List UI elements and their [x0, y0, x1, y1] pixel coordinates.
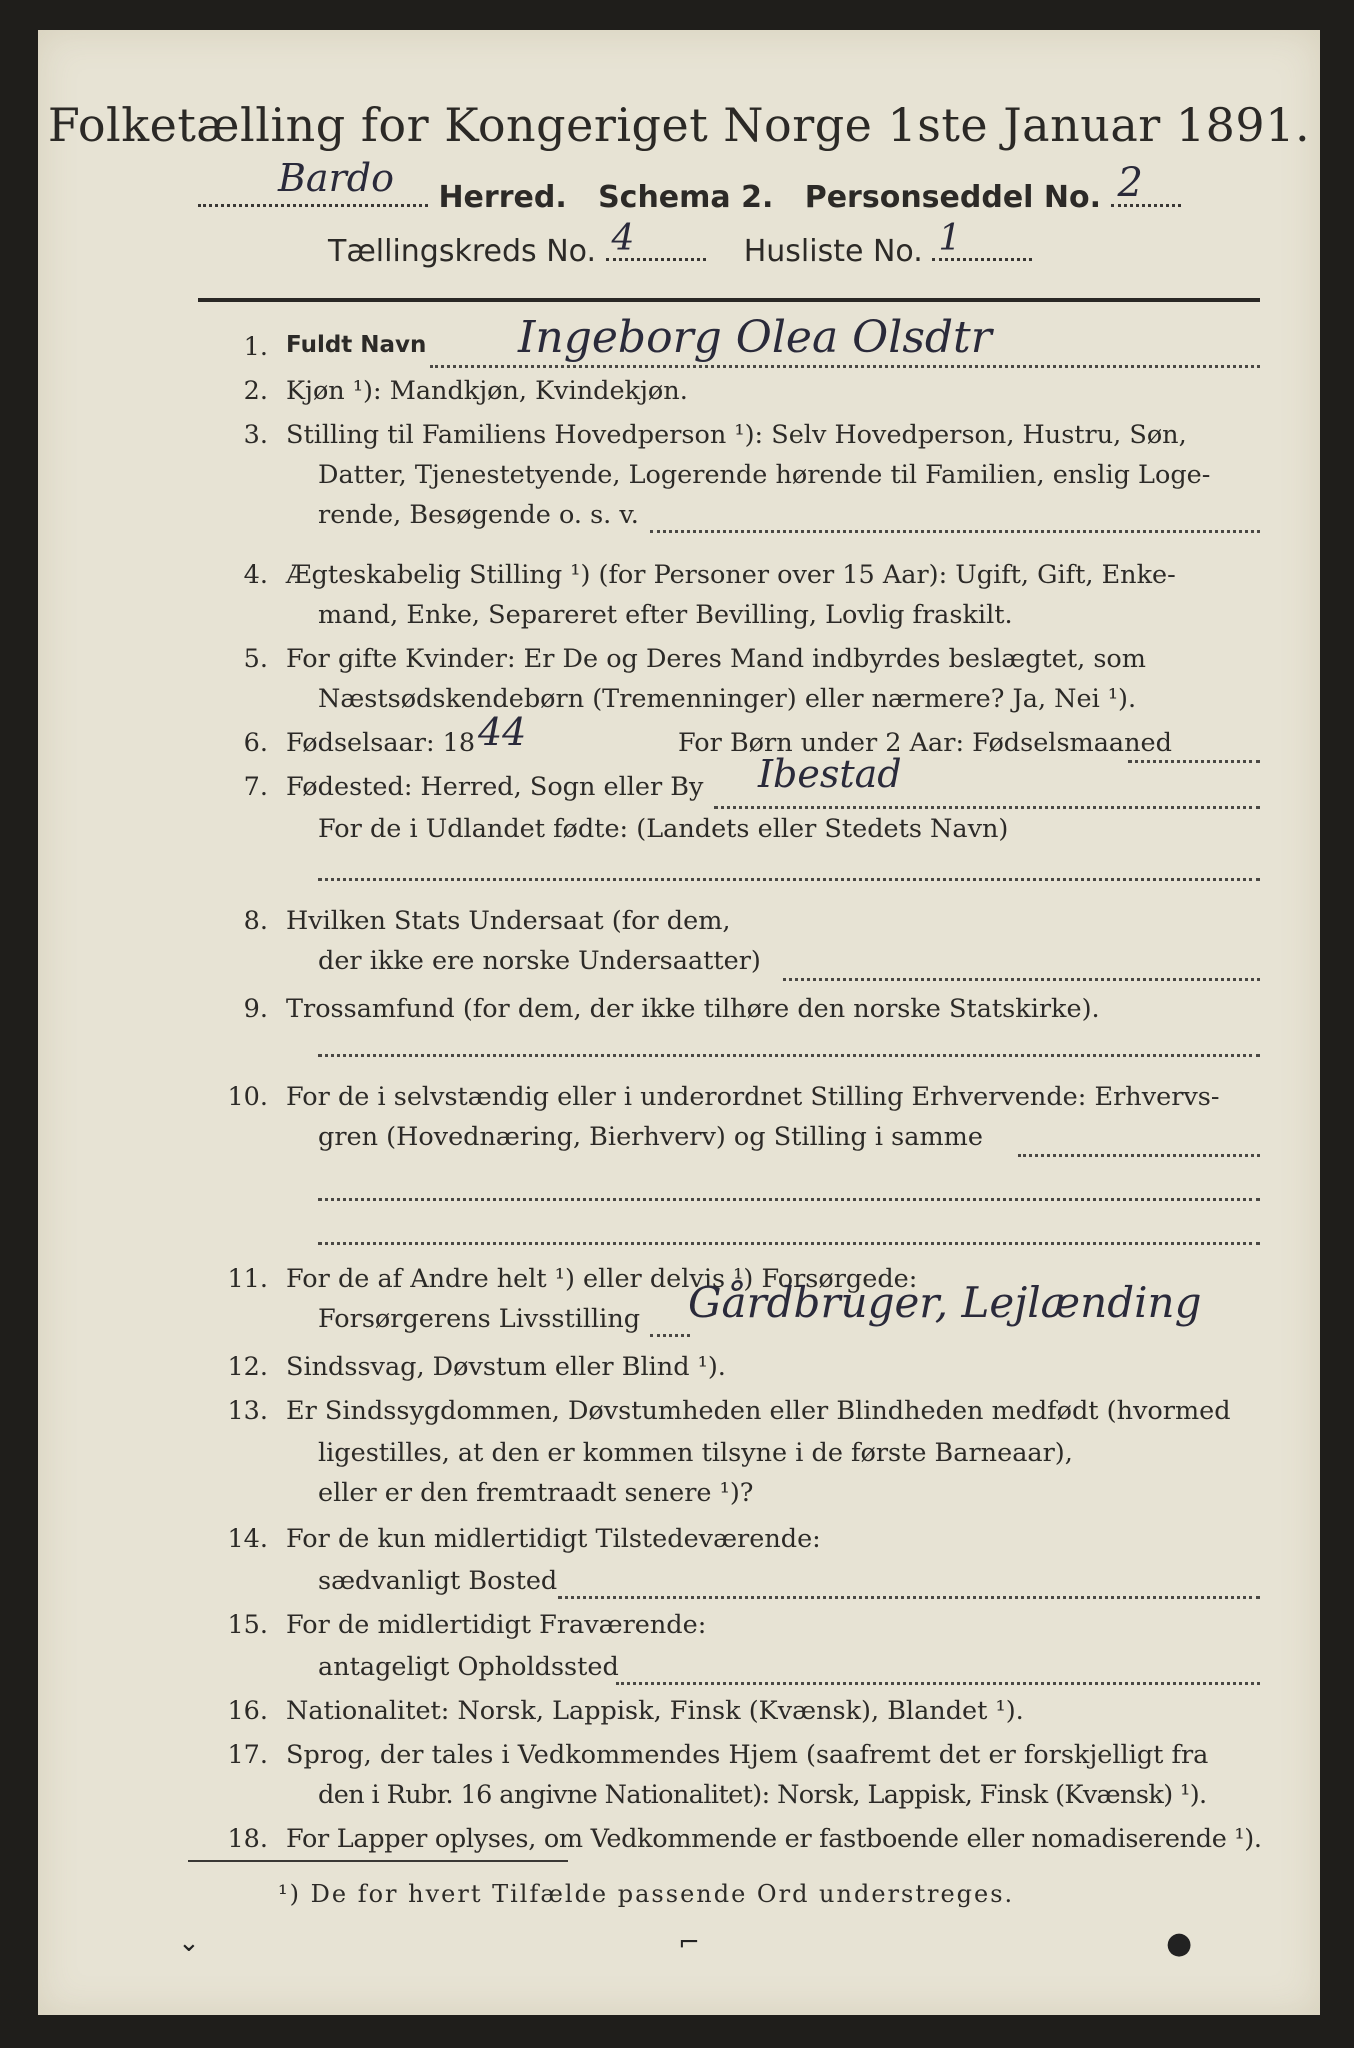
name-answer: Ingeborg Olea Olsdtr	[518, 312, 992, 363]
census-form: Folketælling for Kongeriget Norge 1ste Januar 1891. Bardo Herred. Schema 2. Personseddel No. 2 Tællingskreds No. 4 Husliste No. 1 1. Fuldt Navn Ingeborg Olea Olsdtr 2. Kjøn ¹): Mandkjøn, Kvindekjøn. 3. Stilling til Familiens Hovedperson ¹): Selv Hovedperson, Hustru, Søn, Datter, Tjenestetyende, Logerende hørende til Familien, enslig Loge- rende, Besøgende o. s. v. 4. Ægteskabelig Stilling ¹) (for Personer over 15 Aar): Ugift, Gift, Enke- mand, Enke, Separeret efter Bevilling, Lovlig fraskilt. 5. For gifte Kvinder: Er De og Deres Mand indbyrdes beslægtet, som Næstsødskendebørn (Tremenninger) eller nærmere? Ja, Nei ¹). 6. Fødselsaar: 18 For Børn under 2 Aar: Fødselsmaaned 44 7. Fødested: Herred, Sogn eller By Ibestad For de i Udlandet fødte: (Landets eller Stedets Navn) 8. Hvilken Stats Undersaat (for dem, der ikke ere norske Undersaatter) 9. Trossamfund (for dem, der ikke tilhøre den norske Statskirke). 10. For de i selvstændig eller i underordnet Stilling Erhvervende: Erhvervs- gren (Hovednæring, Bierhverv) og Stilling i samme 11. For de af Andre helt ¹) eller delvis ¹) Forsørgede: Forsørgerens Livsstilling Gårdbruger, Lejlænding 12. Sindssvag, Døvstum eller Blind ¹). 13. Er Sindssygdommen, Døvstumheden eller Blindheden medfødt (hvormed ligestilles, at den er kommen tilsyne i de første Barneaar), eller er den fremtraadt senere ¹)? 14. For de kun midlertidigt Tilstedeværende: sædvanligt Bosted 15. For de midlertidigt Fraværende: antageligt Opholdssted 16. Nationalitet: Norsk, Lappisk, Finsk (Kvænsk), Blandet ¹). 17. Sprog, der tales i Vedkommendes Hjem (saafremt det er forskjelligt fra den i Rubr. 16 angivne Nationalitet): Norsk, Lappisk, Finsk (Kvænsk) ¹). 18. For Lapper oplyses, om Vedkommende er fastboende eller nomadiserende ¹). ¹) De for hvert Tilfælde passende Ord understreges. ⌄ ⌐ ●	[38, 30, 1320, 2015]
husliste-label: Husliste No.	[743, 234, 923, 269]
kreds-row	[328, 218, 1032, 269]
footnote-rule	[188, 1860, 568, 1862]
kreds-value: 4	[611, 218, 635, 259]
provider-answer: Gårdbruger, Lejlænding	[688, 1278, 1202, 1327]
herred-row	[198, 156, 1181, 215]
birthyear-answer: 44	[478, 710, 527, 754]
ink-mark: ⌄	[178, 1928, 200, 1958]
ink-mark: ⌐	[678, 1928, 700, 1958]
birthplace-answer: Ibestad	[758, 752, 902, 796]
herred-value: Bardo	[278, 156, 394, 200]
husliste-value: 1	[938, 218, 962, 259]
herred-label: Herred.	[438, 180, 567, 215]
footnote: ¹) De for hvert Tilfælde passende Ord understreges.	[278, 1880, 1015, 1908]
form-title: Folketælling for Kongeriget Norge 1ste Januar 1891.	[47, 98, 1311, 152]
ink-dot: ●	[1166, 1926, 1193, 1961]
kreds-label: Tællingskreds No.	[328, 234, 596, 269]
personseddel-label: Personseddel No.	[804, 180, 1102, 215]
header-rule	[198, 298, 1260, 302]
schema-label: Schema 2.	[598, 180, 774, 215]
personseddel-value: 2	[1117, 160, 1143, 206]
